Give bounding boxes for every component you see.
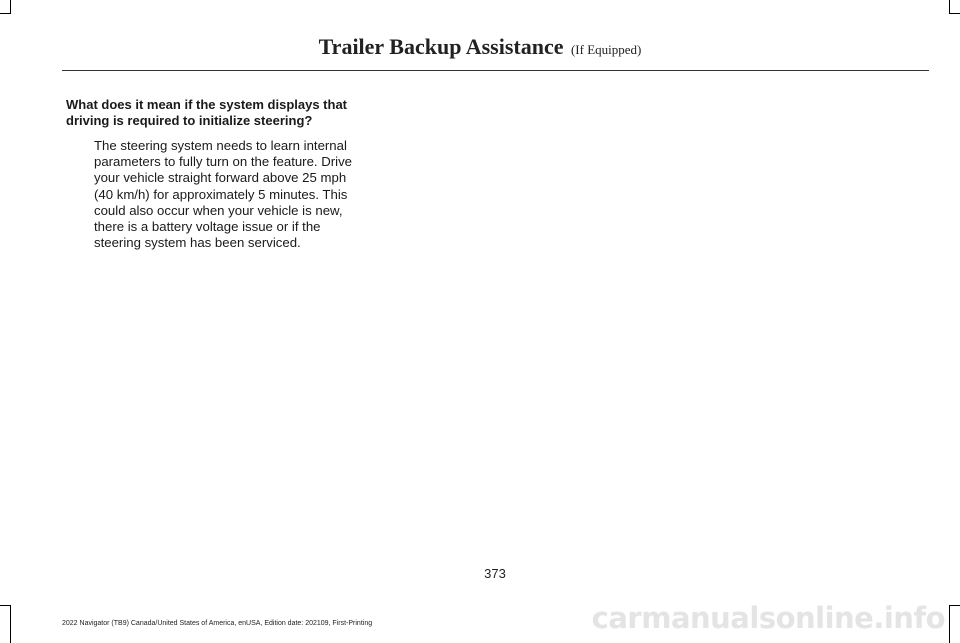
chapter-subtitle: (If Equipped) xyxy=(570,42,642,57)
faq-question: What does it mean if the system displays that driving is required to initialize steering? xyxy=(66,97,348,128)
crop-mark-bottom-right-horizontal xyxy=(949,605,960,606)
crop-mark-bottom-right-vertical xyxy=(949,605,950,643)
edition-footer: 2022 Navigator (TB9) Canada/United States of America, enUSA, Edition date: 202109, First-Printing xyxy=(62,620,373,627)
crop-mark-top-left-horizontal xyxy=(0,13,11,14)
crop-mark-bottom-left-horizontal xyxy=(0,605,11,606)
crop-mark-top-right-vertical xyxy=(949,0,950,14)
faq-answer: The steering system needs to learn internal parameters to fully turn on the feature. Drive your vehicle straight forward above 25 mph (40 km/h) for approximately 5 minutes. This could also occur when your vehicle is new, there is a battery voltage issue or if the steering system has been serviced. xyxy=(94,138,353,251)
page-header xyxy=(0,34,960,60)
crop-mark-top-right-horizontal xyxy=(949,13,960,14)
chapter-title: Trailer Backup Assistance xyxy=(318,34,564,59)
header-divider xyxy=(62,70,929,71)
crop-mark-bottom-left-vertical xyxy=(10,605,11,643)
crop-mark-top-left-vertical xyxy=(10,0,11,14)
page-number: 373 xyxy=(484,566,506,581)
watermark: carmanualsonline.info xyxy=(591,601,945,635)
